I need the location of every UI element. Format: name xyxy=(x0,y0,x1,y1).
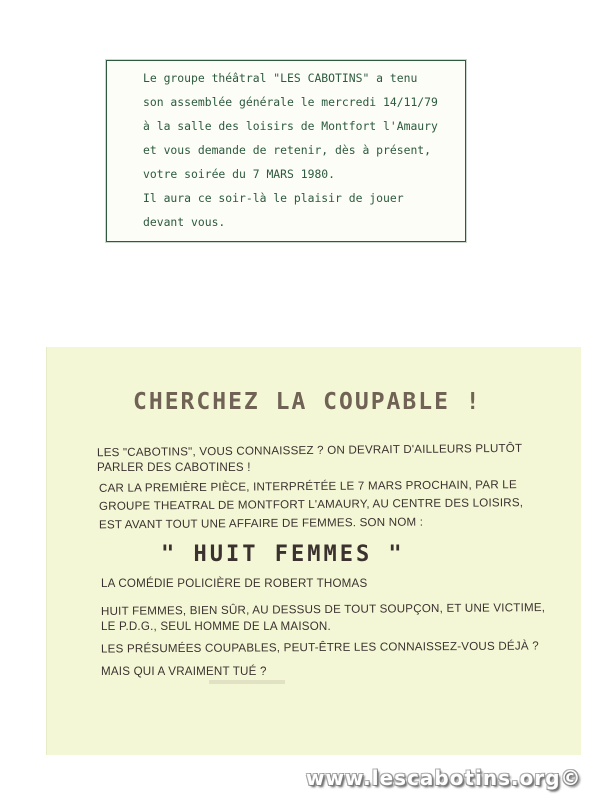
announcement-line: Le groupe théâtral "LES CABOTINS" a tenu xyxy=(143,71,418,85)
announcement-line: devant vous. xyxy=(143,215,226,229)
announcement-line: Il aura ce soir-là le plaisir de jouer xyxy=(143,191,404,205)
article-para2-line: CAR LA PREMIÈRE PIÈCE, INTERPRÉTÉE LE 7 MARS PROCHAIN, PAR LE xyxy=(98,478,517,495)
play-title: " HUIT FEMMES " xyxy=(161,542,405,567)
article-para2-line: GROUPE THEATRAL DE MONTFORT L'AMAURY, AU CENTRE DES LOISIRS, xyxy=(98,496,524,513)
article-clipping xyxy=(46,347,581,755)
article-para4: LES PRÉSUMÉES COUPABLES, PEUT-ÊTRE LES CONNAISSEZ-VOUS DÉJÀ ? xyxy=(100,639,539,656)
print-smudge xyxy=(209,680,285,684)
announcement-line: et vous demande de retenir, dès à présent, xyxy=(143,143,432,157)
article-para3-line: LE P.D.G., SEUL HOMME DE LA MAISON. xyxy=(101,620,331,633)
announcement-line: votre soirée du 7 MARS 1980. xyxy=(143,167,336,181)
article-subtitle: LA COMÉDIE POLICIÈRE DE ROBERT THOMAS xyxy=(101,577,368,590)
announcement-line: son assemblée générale le mercredi 14/11/79 xyxy=(143,95,438,109)
article-headline: CHERCHEZ LA COUPABLE ! xyxy=(133,389,482,415)
article-para2-line: EST AVANT TOUT UNE AFFAIRE DE FEMMES. SON NOM : xyxy=(98,515,424,532)
article-para1-line: LES "CABOTINS", VOUS CONNAISSEZ ? ON DEVRAIT D'AILLEURS PLUTÔT xyxy=(96,441,523,460)
article-para3-line: HUIT FEMMES, BIEN SÛR, AU DESSUS DE TOUT SOUPÇON, ET UNE VICTIME, xyxy=(100,601,546,618)
article-para5: MAIS QUI A VRAIMENT TUÉ ? xyxy=(101,665,267,678)
site-watermark: www.lescabotins.org© xyxy=(306,766,582,790)
article-para1-line: PARLER DES CABOTINES ! xyxy=(97,461,251,474)
announcement-clipping xyxy=(106,60,466,242)
announcement-line: à la salle des loisirs de Montfort l'Amaury xyxy=(143,119,438,133)
